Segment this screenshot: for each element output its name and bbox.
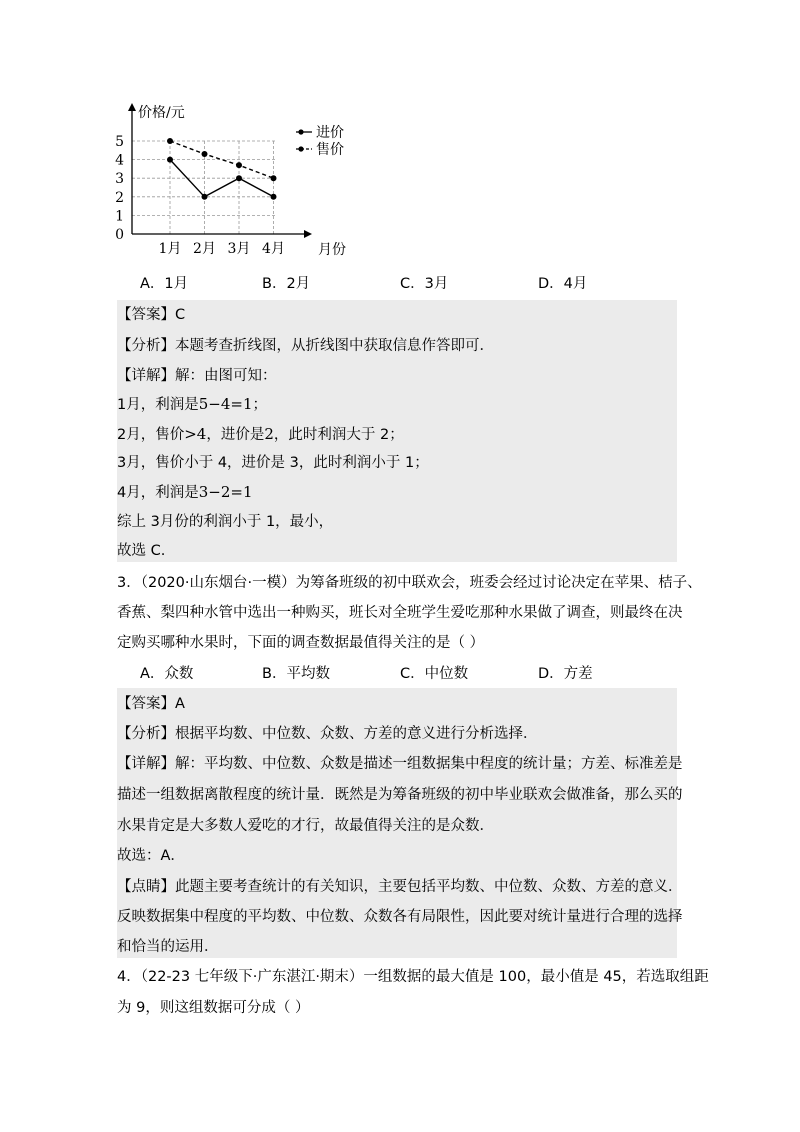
data-point bbox=[271, 194, 277, 200]
data-point bbox=[167, 157, 173, 163]
q4-stem-2: 为 9，则这组数据可分成（ ） bbox=[117, 1000, 310, 1016]
q3-option-a[interactable]: A．众数 bbox=[140, 666, 194, 682]
price-line-chart bbox=[110, 95, 370, 265]
q3-conclusion: 故选：A． bbox=[117, 848, 185, 864]
x-axis-label: 月份 bbox=[318, 242, 346, 258]
q4-stem-1: 4．（22-23 七年级下·广东湛江·期末）一组数据的最大值是 100，最小值是 45，若选取组距 bbox=[117, 969, 709, 985]
y-tick-label: 4 bbox=[115, 152, 124, 169]
y-tick-label: 3 bbox=[115, 171, 124, 188]
data-point bbox=[236, 162, 242, 168]
q2-l4-text: 4月，利润是 bbox=[117, 485, 199, 501]
q3-detail-1: 【详解】解：平均数、中位数、众数是描述一组数据集中程度的统计量；方差、标准差是 bbox=[117, 756, 683, 772]
q2-l2-text: 2月，售价 bbox=[117, 427, 185, 443]
q3-detail-2: 描述一组数据离散程度的统计量．既然是为筹备班级的初中毕业联欢会做准备，那么买的 bbox=[117, 787, 683, 803]
legend-marker bbox=[298, 129, 303, 134]
option-b[interactable]: B．2月 bbox=[262, 276, 311, 292]
q2-l4-math: 3−2=1 bbox=[198, 483, 253, 501]
q2-l2-math-1: >4 bbox=[184, 425, 207, 443]
y-axis-label: 价格/元 bbox=[138, 105, 185, 121]
data-point bbox=[236, 175, 242, 181]
q2-conclusion: 故选 C. bbox=[117, 543, 166, 559]
legend-label: 进价 bbox=[316, 125, 344, 141]
q2-analysis: 【分析】本题考查折线图，从折线图中获取信息作答即可． bbox=[117, 338, 494, 354]
data-point bbox=[271, 175, 277, 181]
q3-stem-1: 3．（2020·山东烟台·一模）为筹备班级的初中联欢会，班委会经过讨论决定在苹果、桔子、 bbox=[117, 575, 702, 591]
q3-stem-3: 定购买哪种水果时，下面的调查数据最值得关注的是（ ） bbox=[117, 635, 485, 651]
q3-stem-2: 香蕉、梨四种水管中选出一种购买，班长对全班学生爱吃那种水果做了调查，则最终在决 bbox=[117, 605, 683, 621]
q2-detail-head: 【详解】解：由图可知： bbox=[117, 368, 277, 384]
q3-answer: 【答案】A bbox=[117, 696, 185, 712]
q3-option-d[interactable]: D．方差 bbox=[538, 666, 593, 682]
q2-answer: 【答案】C bbox=[117, 307, 186, 323]
q2-l2-mid: ，进价是 bbox=[206, 427, 265, 443]
q3-comment-1: 【点睛】此题主要考查统计的有关知识，主要包括平均数、中位数、众数、方差的意义． bbox=[117, 879, 683, 895]
data-point bbox=[167, 138, 173, 144]
q3-option-b[interactable]: B．平均数 bbox=[262, 666, 330, 682]
q2-l1-math: 5−4=1 bbox=[198, 395, 253, 413]
q2-l2-math-2: 2 bbox=[264, 425, 274, 443]
q2-detail-line-2 bbox=[117, 424, 404, 445]
q2-summary: 综上 3月份的利润小于 1，最小， bbox=[117, 514, 334, 530]
option-d[interactable]: D．4月 bbox=[538, 276, 588, 292]
q2-l1-text: 1月，利润是 bbox=[117, 397, 199, 413]
q3-analysis: 【分析】根据平均数、中位数、众数、方差的意义进行分析选择． bbox=[117, 726, 538, 742]
q2-detail-line-3: 3月，售价小于 4，进价是 3，此时利润小于 1； bbox=[117, 455, 429, 471]
legend-marker bbox=[298, 146, 303, 151]
x-axis-arrow bbox=[304, 230, 312, 238]
q3-comment-3: 和恰当的运用． bbox=[117, 939, 219, 955]
x-tick-label: 1月 bbox=[158, 241, 182, 257]
data-point bbox=[202, 194, 208, 200]
q2-l2-end: ，此时利润大于 2； bbox=[273, 427, 404, 443]
option-a[interactable]: A．1月 bbox=[140, 276, 189, 292]
option-c[interactable]: C．3月 bbox=[400, 276, 449, 292]
y-tick-label: 2 bbox=[115, 189, 124, 206]
q3-detail-3: 水果肯定是大多数人爱吃的才行，故最值得关注的是众数． bbox=[117, 818, 494, 834]
data-point bbox=[202, 151, 208, 157]
q3-option-c[interactable]: C．中位数 bbox=[400, 666, 469, 682]
y-tick-label: 1 bbox=[115, 208, 124, 225]
q2-l1-end: ； bbox=[252, 397, 268, 413]
q2-detail-line-1 bbox=[117, 394, 267, 415]
q2-detail-line-4 bbox=[117, 482, 253, 503]
y-tick-label: 0 bbox=[115, 227, 124, 243]
y-tick-label: 5 bbox=[115, 134, 124, 150]
q3-comment-2: 反映数据集中程度的平均数、中位数、众数各有局限性，因此要对统计量进行合理的选择 bbox=[117, 909, 683, 925]
x-tick-label: 4月 bbox=[262, 241, 285, 257]
x-tick-label: 3月 bbox=[227, 241, 251, 257]
y-axis-arrow bbox=[128, 103, 136, 111]
legend-label: 售价 bbox=[316, 142, 344, 158]
x-tick-label: 2月 bbox=[193, 241, 216, 257]
